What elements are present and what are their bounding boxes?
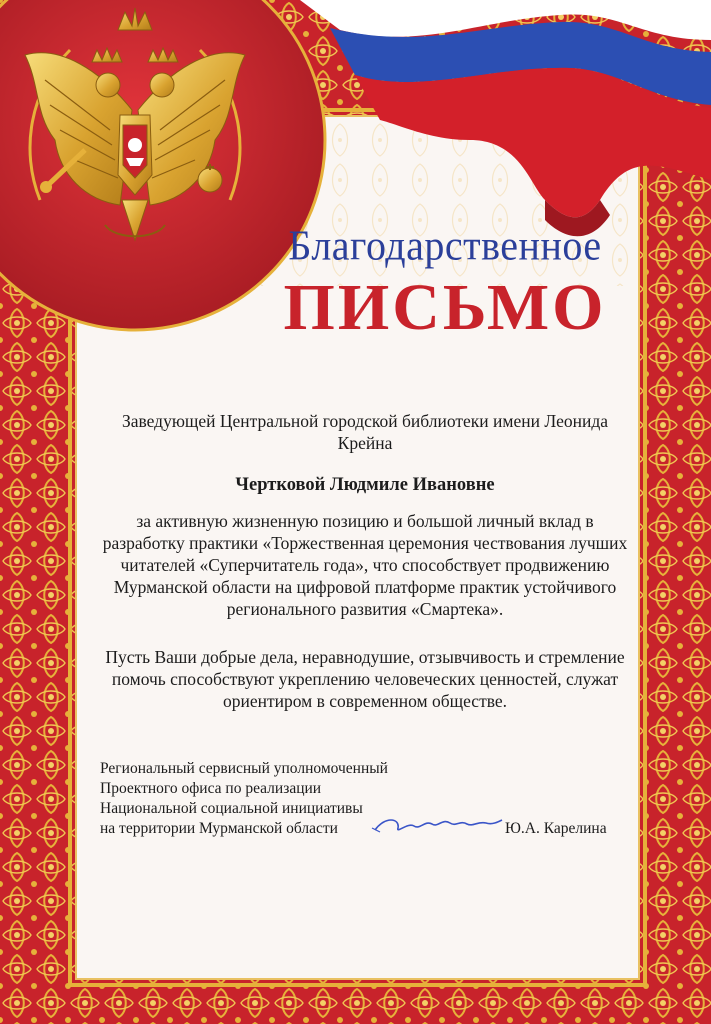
title-line-2: ПИСЬМО <box>283 271 607 344</box>
signatory-line: Проектного офиса по реализации <box>100 780 322 797</box>
signatory-line: Национальной социальной инициативы <box>100 800 363 817</box>
paragraph-merit: за активную жизненную позицию и большой личный вклад в разработку практики «Торжественная церемония чествования лучших читателей «Суперчитатель года», что способствует продвижению Мурманской области на цифровой платформе практик устойчивого регионального развития «Смартека». <box>102 511 628 619</box>
recipient-name: Чертковой Людмиле Ивановне <box>235 475 495 495</box>
signatory-line: Региональный сервисный уполномоченный <box>100 760 388 777</box>
paragraph-wishes: Пусть Ваши добрые дела, неравнодушие, отзывчивость и стремление помочь способствуют укреплению человеческих ценностей, служат ориентиром в современном обществе. <box>105 647 625 711</box>
title-line-1: Благодарственное <box>288 221 602 270</box>
addressee: Заведующей Центральной городской библиотеки имени Леонида Крейна <box>121 411 609 453</box>
handwritten-signature <box>370 808 505 838</box>
signatory-line: на территории Мурманской области <box>100 820 338 837</box>
signer-name: Ю.А. Карелина <box>505 820 607 837</box>
